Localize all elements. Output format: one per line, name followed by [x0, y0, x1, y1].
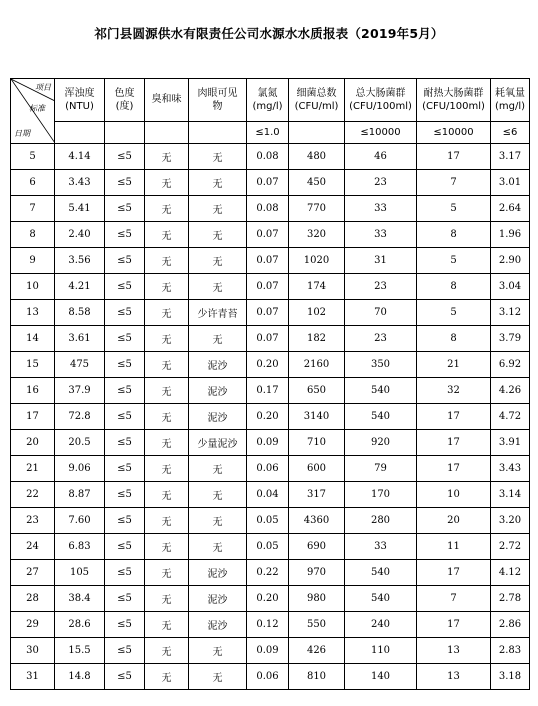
ammonia-cell: 0.20 [247, 352, 289, 378]
date-cell: 7 [11, 196, 55, 222]
color-cell: ≤5 [105, 300, 145, 326]
odor-cell: 无 [145, 456, 189, 482]
col-name: 耗氧量 [495, 87, 525, 99]
turbidity-cell: 14.8 [55, 664, 105, 690]
color-cell: ≤5 [105, 170, 145, 196]
bacteria-cell: 2160 [289, 352, 345, 378]
date-cell: 13 [11, 300, 55, 326]
oxygen-cell: 1.96 [491, 222, 530, 248]
table-body [11, 144, 530, 690]
coliform-cell: 540 [345, 560, 417, 586]
col-header-thermo-coliform [417, 79, 491, 122]
coliform-cell: 46 [345, 144, 417, 170]
table-row [11, 508, 530, 534]
coliform-cell: 33 [345, 196, 417, 222]
visible-matter-cell: 少量泥沙 [189, 430, 247, 456]
table-row [11, 664, 530, 690]
ammonia-cell: 0.07 [247, 222, 289, 248]
coliform-cell: 920 [345, 430, 417, 456]
oxygen-cell: 3.18 [491, 664, 530, 690]
coliform-cell: 31 [345, 248, 417, 274]
oxygen-cell: 2.90 [491, 248, 530, 274]
col-header-oxygen [491, 79, 530, 122]
odor-cell: 无 [145, 300, 189, 326]
date-cell: 6 [11, 170, 55, 196]
ammonia-cell: 0.20 [247, 586, 289, 612]
coliform-cell: 540 [345, 404, 417, 430]
visible-matter-cell: 无 [189, 144, 247, 170]
oxygen-cell: 4.12 [491, 560, 530, 586]
table-row [11, 482, 530, 508]
col-header-visible [189, 79, 247, 122]
bacteria-cell: 426 [289, 638, 345, 664]
odor-cell: 无 [145, 248, 189, 274]
bacteria-cell: 480 [289, 144, 345, 170]
bacteria-cell: 4360 [289, 508, 345, 534]
bacteria-cell: 690 [289, 534, 345, 560]
turbidity-cell: 2.40 [55, 222, 105, 248]
turbidity-cell: 6.83 [55, 534, 105, 560]
coliform-cell: 540 [345, 378, 417, 404]
date-cell: 31 [11, 664, 55, 690]
visible-matter-cell: 泥沙 [189, 404, 247, 430]
standard-cell [55, 121, 105, 143]
thermo-coliform-cell: 5 [417, 196, 491, 222]
date-cell: 20 [11, 430, 55, 456]
oxygen-cell: 4.72 [491, 404, 530, 430]
col-name: 浑浊度 [64, 87, 95, 99]
coliform-cell: 350 [345, 352, 417, 378]
visible-matter-cell: 无 [189, 482, 247, 508]
ammonia-cell: 0.05 [247, 534, 289, 560]
color-cell: ≤5 [105, 404, 145, 430]
table-row [11, 170, 530, 196]
visible-matter-cell: 泥沙 [189, 378, 247, 404]
odor-cell: 无 [145, 196, 189, 222]
bacteria-cell: 810 [289, 664, 345, 690]
visible-matter-cell: 无 [189, 456, 247, 482]
visible-matter-cell: 泥沙 [189, 612, 247, 638]
coliform-cell: 110 [345, 638, 417, 664]
date-cell: 28 [11, 586, 55, 612]
visible-matter-cell: 无 [189, 170, 247, 196]
bacteria-cell: 450 [289, 170, 345, 196]
col-name: 肉眼可见 [197, 87, 238, 99]
thermo-coliform-cell: 21 [417, 352, 491, 378]
oxygen-cell: 6.92 [491, 352, 530, 378]
col-name: 耐热大肠菌群 [423, 87, 484, 99]
color-cell: ≤5 [105, 664, 145, 690]
ammonia-cell: 0.04 [247, 482, 289, 508]
date-cell: 21 [11, 456, 55, 482]
coliform-cell: 23 [345, 326, 417, 352]
odor-cell: 无 [145, 638, 189, 664]
col-name: 臭和味 [151, 94, 182, 106]
ammonia-cell: 0.22 [247, 560, 289, 586]
col-header-color [105, 79, 145, 122]
oxygen-cell: 3.20 [491, 508, 530, 534]
ammonia-cell: 0.09 [247, 638, 289, 664]
thermo-coliform-cell: 13 [417, 664, 491, 690]
odor-cell: 无 [145, 534, 189, 560]
table-row [11, 352, 530, 378]
coliform-cell: 240 [345, 612, 417, 638]
turbidity-cell: 28.6 [55, 612, 105, 638]
oxygen-cell: 2.64 [491, 196, 530, 222]
oxygen-cell: 2.86 [491, 612, 530, 638]
table-row [11, 638, 530, 664]
thermo-coliform-cell: 17 [417, 404, 491, 430]
thermo-coliform-cell: 17 [417, 456, 491, 482]
oxygen-cell: 3.91 [491, 430, 530, 456]
odor-cell: 无 [145, 352, 189, 378]
ammonia-cell: 0.06 [247, 456, 289, 482]
turbidity-cell: 3.43 [55, 170, 105, 196]
turbidity-cell: 4.14 [55, 144, 105, 170]
bacteria-cell: 770 [289, 196, 345, 222]
turbidity-cell: 72.8 [55, 404, 105, 430]
turbidity-cell: 7.60 [55, 508, 105, 534]
table-row [11, 560, 530, 586]
ammonia-cell: 0.07 [247, 326, 289, 352]
col-unit: (度) [115, 100, 134, 112]
visible-matter-cell: 无 [189, 248, 247, 274]
bacteria-cell: 320 [289, 222, 345, 248]
date-cell: 16 [11, 378, 55, 404]
odor-cell: 无 [145, 560, 189, 586]
bacteria-cell: 650 [289, 378, 345, 404]
standard-cell: ≤6 [491, 121, 530, 143]
date-cell: 24 [11, 534, 55, 560]
odor-cell: 无 [145, 430, 189, 456]
turbidity-cell: 8.58 [55, 300, 105, 326]
color-cell: ≤5 [105, 430, 145, 456]
ammonia-cell: 0.07 [247, 248, 289, 274]
odor-cell: 无 [145, 378, 189, 404]
coliform-cell: 70 [345, 300, 417, 326]
ammonia-cell: 0.08 [247, 144, 289, 170]
turbidity-cell: 5.41 [55, 196, 105, 222]
date-cell: 15 [11, 352, 55, 378]
visible-matter-cell: 无 [189, 508, 247, 534]
color-cell: ≤5 [105, 482, 145, 508]
ammonia-cell: 0.07 [247, 274, 289, 300]
date-cell: 29 [11, 612, 55, 638]
turbidity-cell: 8.87 [55, 482, 105, 508]
bacteria-cell: 980 [289, 586, 345, 612]
date-cell: 5 [11, 144, 55, 170]
date-cell: 27 [11, 560, 55, 586]
coliform-cell: 23 [345, 274, 417, 300]
standard-cell [105, 121, 145, 143]
thermo-coliform-cell: 8 [417, 274, 491, 300]
thermo-coliform-cell: 32 [417, 378, 491, 404]
oxygen-cell: 3.04 [491, 274, 530, 300]
turbidity-cell: 15.5 [55, 638, 105, 664]
ammonia-cell: 0.09 [247, 430, 289, 456]
ammonia-cell: 0.12 [247, 612, 289, 638]
thermo-coliform-cell: 10 [417, 482, 491, 508]
odor-cell: 无 [145, 274, 189, 300]
bacteria-cell: 550 [289, 612, 345, 638]
turbidity-cell: 4.21 [55, 274, 105, 300]
date-cell: 14 [11, 326, 55, 352]
odor-cell: 无 [145, 612, 189, 638]
thermo-coliform-cell: 17 [417, 560, 491, 586]
oxygen-cell: 3.79 [491, 326, 530, 352]
coliform-cell: 23 [345, 170, 417, 196]
thermo-coliform-cell: 17 [417, 430, 491, 456]
col-header-ammonia [247, 79, 289, 122]
odor-cell: 无 [145, 482, 189, 508]
standard-cell: ≤10000 [345, 121, 417, 143]
bacteria-cell: 600 [289, 456, 345, 482]
thermo-coliform-cell: 17 [417, 612, 491, 638]
table-row [11, 612, 530, 638]
col-unit: 物 [212, 100, 223, 112]
color-cell: ≤5 [105, 586, 145, 612]
visible-matter-cell: 无 [189, 664, 247, 690]
standard-cell [145, 121, 189, 143]
coliform-cell: 79 [345, 456, 417, 482]
col-header-odor [145, 79, 189, 122]
table-row [11, 300, 530, 326]
thermo-coliform-cell: 5 [417, 300, 491, 326]
visible-matter-cell: 无 [189, 638, 247, 664]
coliform-cell: 170 [345, 482, 417, 508]
col-unit: (mg/l) [252, 100, 283, 112]
standard-cell: ≤1.0 [247, 121, 289, 143]
date-cell: 8 [11, 222, 55, 248]
oxygen-cell: 4.26 [491, 378, 530, 404]
table-row [11, 404, 530, 430]
table-row [11, 326, 530, 352]
ammonia-cell: 0.06 [247, 664, 289, 690]
coliform-cell: 33 [345, 534, 417, 560]
coliform-cell: 33 [345, 222, 417, 248]
turbidity-cell: 9.06 [55, 456, 105, 482]
thermo-coliform-cell: 20 [417, 508, 491, 534]
col-name: 氯氮 [257, 87, 278, 99]
date-cell: 23 [11, 508, 55, 534]
corner-standard-label: 标准 [29, 104, 45, 113]
bacteria-cell: 102 [289, 300, 345, 326]
color-cell: ≤5 [105, 248, 145, 274]
date-cell: 17 [11, 404, 55, 430]
visible-matter-cell: 无 [189, 534, 247, 560]
table-row [11, 534, 530, 560]
oxygen-cell: 3.14 [491, 482, 530, 508]
table-row [11, 586, 530, 612]
color-cell: ≤5 [105, 274, 145, 300]
thermo-coliform-cell: 13 [417, 638, 491, 664]
col-name: 总大肠菌群 [355, 87, 406, 99]
thermo-coliform-cell: 11 [417, 534, 491, 560]
visible-matter-cell: 无 [189, 326, 247, 352]
bacteria-cell: 317 [289, 482, 345, 508]
oxygen-cell: 3.43 [491, 456, 530, 482]
table-row [11, 248, 530, 274]
color-cell: ≤5 [105, 508, 145, 534]
turbidity-cell: 3.56 [55, 248, 105, 274]
corner-cell [11, 79, 55, 144]
odor-cell: 无 [145, 170, 189, 196]
table-row [11, 144, 530, 170]
ammonia-cell: 0.17 [247, 378, 289, 404]
color-cell: ≤5 [105, 456, 145, 482]
standard-cell [289, 121, 345, 143]
coliform-cell: 540 [345, 586, 417, 612]
table-row [11, 274, 530, 300]
thermo-coliform-cell: 17 [417, 144, 491, 170]
thermo-coliform-cell: 7 [417, 586, 491, 612]
turbidity-cell: 37.9 [55, 378, 105, 404]
visible-matter-cell: 泥沙 [189, 352, 247, 378]
table-row [11, 430, 530, 456]
coliform-cell: 140 [345, 664, 417, 690]
visible-matter-cell: 泥沙 [189, 586, 247, 612]
color-cell: ≤5 [105, 638, 145, 664]
ammonia-cell: 0.07 [247, 170, 289, 196]
visible-matter-cell: 少许青苔 [189, 300, 247, 326]
bacteria-cell: 182 [289, 326, 345, 352]
color-cell: ≤5 [105, 378, 145, 404]
col-unit: (NTU) [65, 100, 94, 112]
turbidity-cell: 475 [55, 352, 105, 378]
thermo-coliform-cell: 5 [417, 248, 491, 274]
odor-cell: 无 [145, 664, 189, 690]
oxygen-cell: 2.83 [491, 638, 530, 664]
bacteria-cell: 710 [289, 430, 345, 456]
coliform-cell: 280 [345, 508, 417, 534]
visible-matter-cell: 无 [189, 274, 247, 300]
oxygen-cell: 2.72 [491, 534, 530, 560]
visible-matter-cell: 泥沙 [189, 560, 247, 586]
odor-cell: 无 [145, 144, 189, 170]
thermo-coliform-cell: 7 [417, 170, 491, 196]
oxygen-cell: 3.17 [491, 144, 530, 170]
table-row [11, 196, 530, 222]
thermo-coliform-cell: 8 [417, 222, 491, 248]
table-row [11, 222, 530, 248]
date-cell: 10 [11, 274, 55, 300]
odor-cell: 无 [145, 222, 189, 248]
date-cell: 9 [11, 248, 55, 274]
color-cell: ≤5 [105, 352, 145, 378]
thermo-coliform-cell: 8 [417, 326, 491, 352]
odor-cell: 无 [145, 586, 189, 612]
col-unit: (CFU/ml) [294, 100, 339, 112]
bacteria-cell: 3140 [289, 404, 345, 430]
ammonia-cell: 0.20 [247, 404, 289, 430]
color-cell: ≤5 [105, 612, 145, 638]
color-cell: ≤5 [105, 196, 145, 222]
bacteria-cell: 1020 [289, 248, 345, 274]
ammonia-cell: 0.05 [247, 508, 289, 534]
visible-matter-cell: 无 [189, 196, 247, 222]
corner-item-label: 项目 [35, 83, 51, 92]
col-unit: (CFU/100ml) [422, 100, 485, 112]
color-cell: ≤5 [105, 144, 145, 170]
color-cell: ≤5 [105, 534, 145, 560]
bacteria-cell: 174 [289, 274, 345, 300]
col-header-bacteria [289, 79, 345, 122]
ammonia-cell: 0.07 [247, 300, 289, 326]
col-name: 细菌总数 [296, 87, 337, 99]
report-title: 祁门县圆源供水有限责任公司水源水水质报表（2019年5月） [94, 26, 444, 41]
oxygen-cell: 2.78 [491, 586, 530, 612]
col-unit: (CFU/100ml) [349, 100, 412, 112]
odor-cell: 无 [145, 508, 189, 534]
water-quality-table [10, 78, 530, 690]
date-cell: 30 [11, 638, 55, 664]
turbidity-cell: 105 [55, 560, 105, 586]
turbidity-cell: 3.61 [55, 326, 105, 352]
color-cell: ≤5 [105, 560, 145, 586]
standard-cell [189, 121, 247, 143]
table-row [11, 378, 530, 404]
col-header-turbidity [55, 79, 105, 122]
standard-cell: ≤10000 [417, 121, 491, 143]
color-cell: ≤5 [105, 222, 145, 248]
corner-date-label: 日期 [14, 129, 30, 138]
bacteria-cell: 970 [289, 560, 345, 586]
turbidity-cell: 20.5 [55, 430, 105, 456]
oxygen-cell: 3.01 [491, 170, 530, 196]
odor-cell: 无 [145, 326, 189, 352]
color-cell: ≤5 [105, 326, 145, 352]
odor-cell: 无 [145, 404, 189, 430]
visible-matter-cell: 无 [189, 222, 247, 248]
col-name: 色度 [114, 87, 135, 99]
ammonia-cell: 0.08 [247, 196, 289, 222]
table-row [11, 456, 530, 482]
col-header-coliform [345, 79, 417, 122]
date-cell: 22 [11, 482, 55, 508]
turbidity-cell: 38.4 [55, 586, 105, 612]
col-unit: (mg/l) [494, 100, 526, 112]
oxygen-cell: 3.12 [491, 300, 530, 326]
